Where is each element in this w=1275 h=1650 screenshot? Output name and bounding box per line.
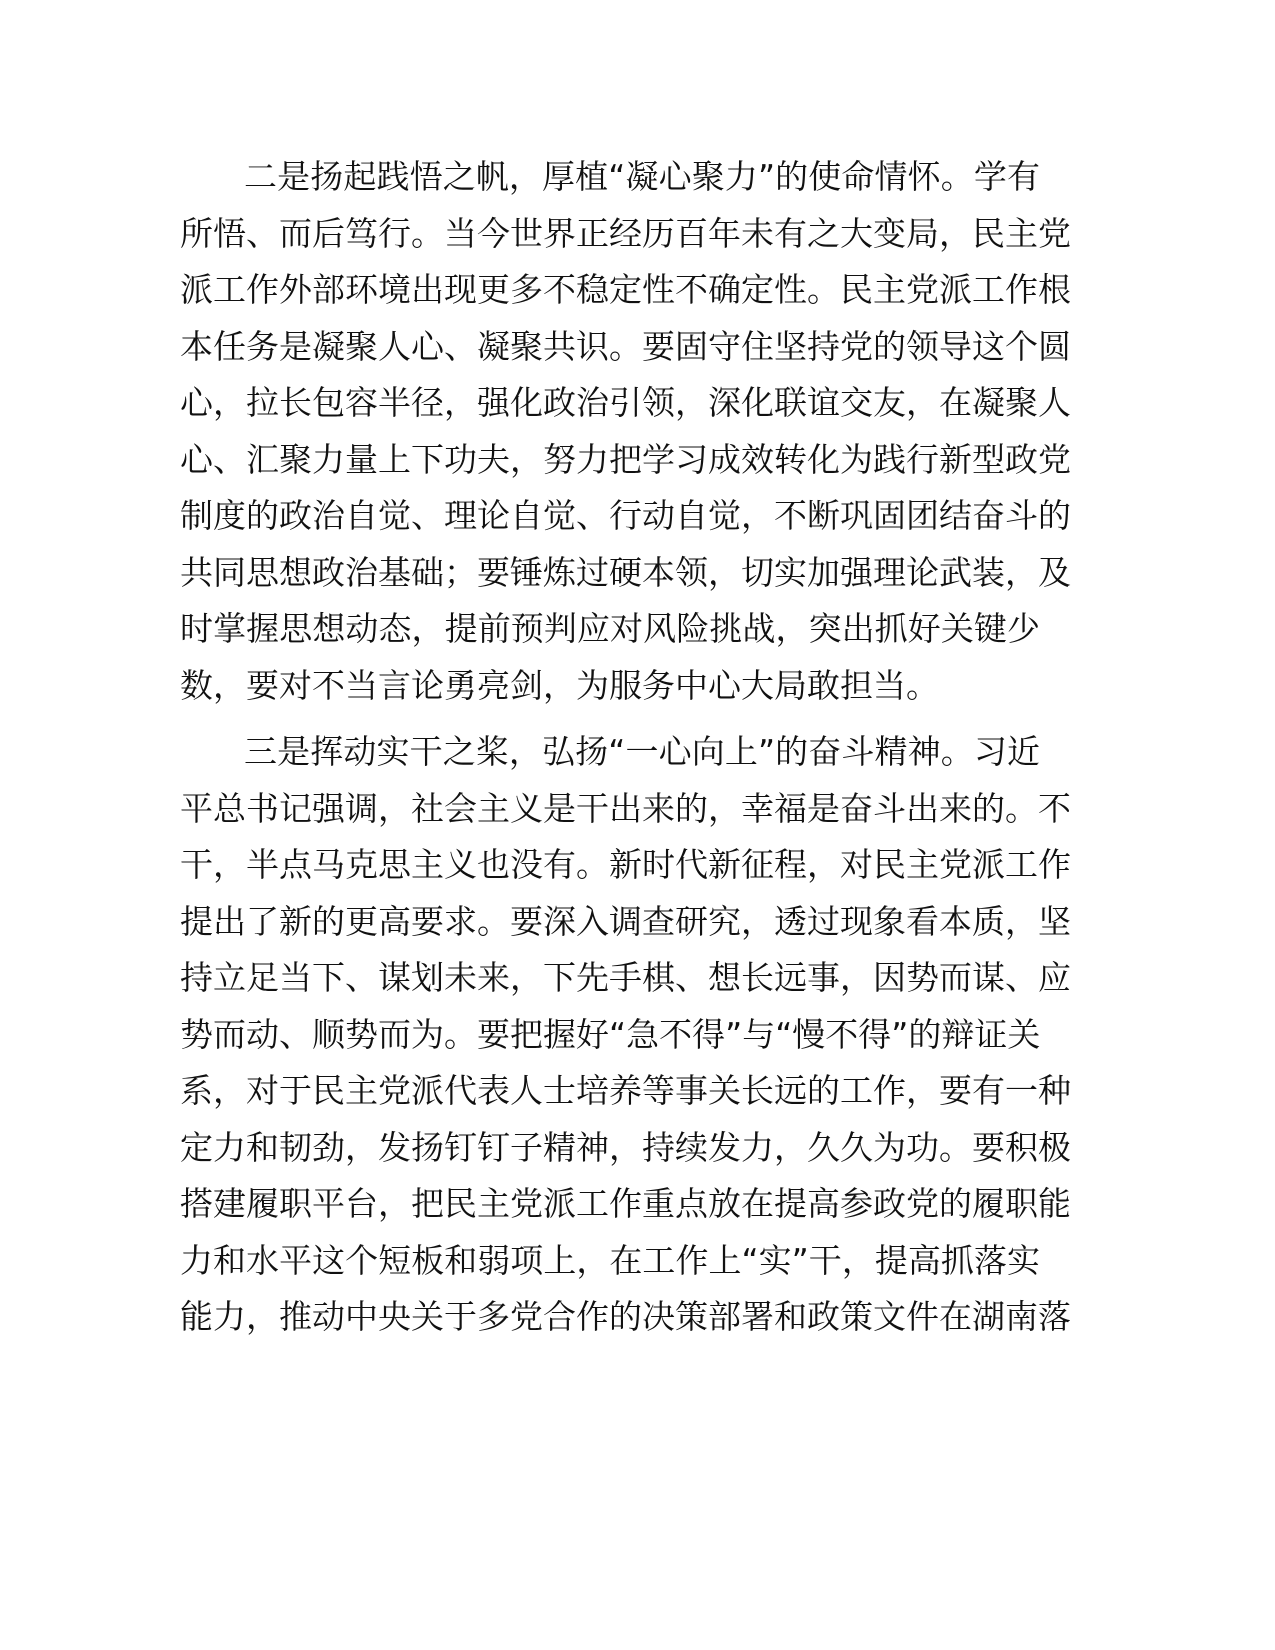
text-line: 势而动、顺势而为。要把握好“急不得”与“慢不得”的辩证关: [180, 1014, 1041, 1054]
text-line: 平总书记强调，社会主义是干出来的，幸福是奋斗出来的。不: [180, 788, 1071, 828]
document-body: [180, 149, 1071, 1346]
paragraph-gap: [180, 714, 1040, 724]
text-line: 二是扬起践悟之帆，厚植“凝心聚力”的使命情怀。学有: [244, 157, 1040, 196]
text-line: 三是挥动实干之桨，弘扬“一心向上”的奋斗精神。习近: [244, 732, 1040, 771]
paragraph-2: [180, 149, 1071, 714]
text-line: 力和水平这个短板和弱项上，在工作上“实”干，提高抓落实: [180, 1240, 1040, 1280]
text-line: 提出了新的更高要求。要深入调查研究，透过现象看本质，坚: [180, 901, 1071, 941]
text-line: 干，半点马克思主义也没有。新时代新征程，对民主党派工作: [180, 845, 1071, 884]
text-line: 能力，推动中央关于多党合作的决策部署和政策文件在湖南落: [180, 1297, 1071, 1336]
text-line: 本任务是凝聚人心、凝聚共识。要固守住坚持党的领导这个圆: [180, 326, 1071, 366]
text-line: 制度的政治自觉、理论自觉、行动自觉，不断巩固团结奋斗的: [180, 496, 1071, 535]
text-line: 心、汇聚力量上下功夫，努力把学习成效转化为践行新型政党: [180, 439, 1071, 479]
text-line: 系，对于民主党派代表人士培养等事关长远的工作，要有一种: [180, 1071, 1071, 1110]
text-line: 所悟、而后笃行。当今世界正经历百年未有之大变局，民主党: [180, 213, 1071, 253]
text-line: 共同思想政治基础；要锤炼过硬本领，切实加强理论武装，及: [180, 552, 1071, 592]
text-line: 时掌握思想动态，提前预判应对风险挑战，突出抓好关键少: [180, 609, 1040, 648]
text-line: 派工作外部环境出现更多不稳定性不确定性。民主党派工作根: [180, 270, 1071, 309]
text-line: 持立足当下、谋划未来，下先手棋、想长远事，因势而谋、应: [180, 958, 1071, 997]
text-line: 定力和韧劲，发扬钉钉子精神，持续发力，久久为功。要积极: [180, 1127, 1071, 1167]
text-line: 搭建履职平台，把民主党派工作重点放在提高参政党的履职能: [180, 1184, 1071, 1223]
paragraph-3: [180, 724, 1071, 1346]
text-line: 数，要对不当言论勇亮剑，为服务中心大局敢担当。: [180, 665, 939, 705]
text-line: 心，拉长包容半径，强化政治引领，深化联谊交友，在凝聚人: [180, 383, 1071, 422]
